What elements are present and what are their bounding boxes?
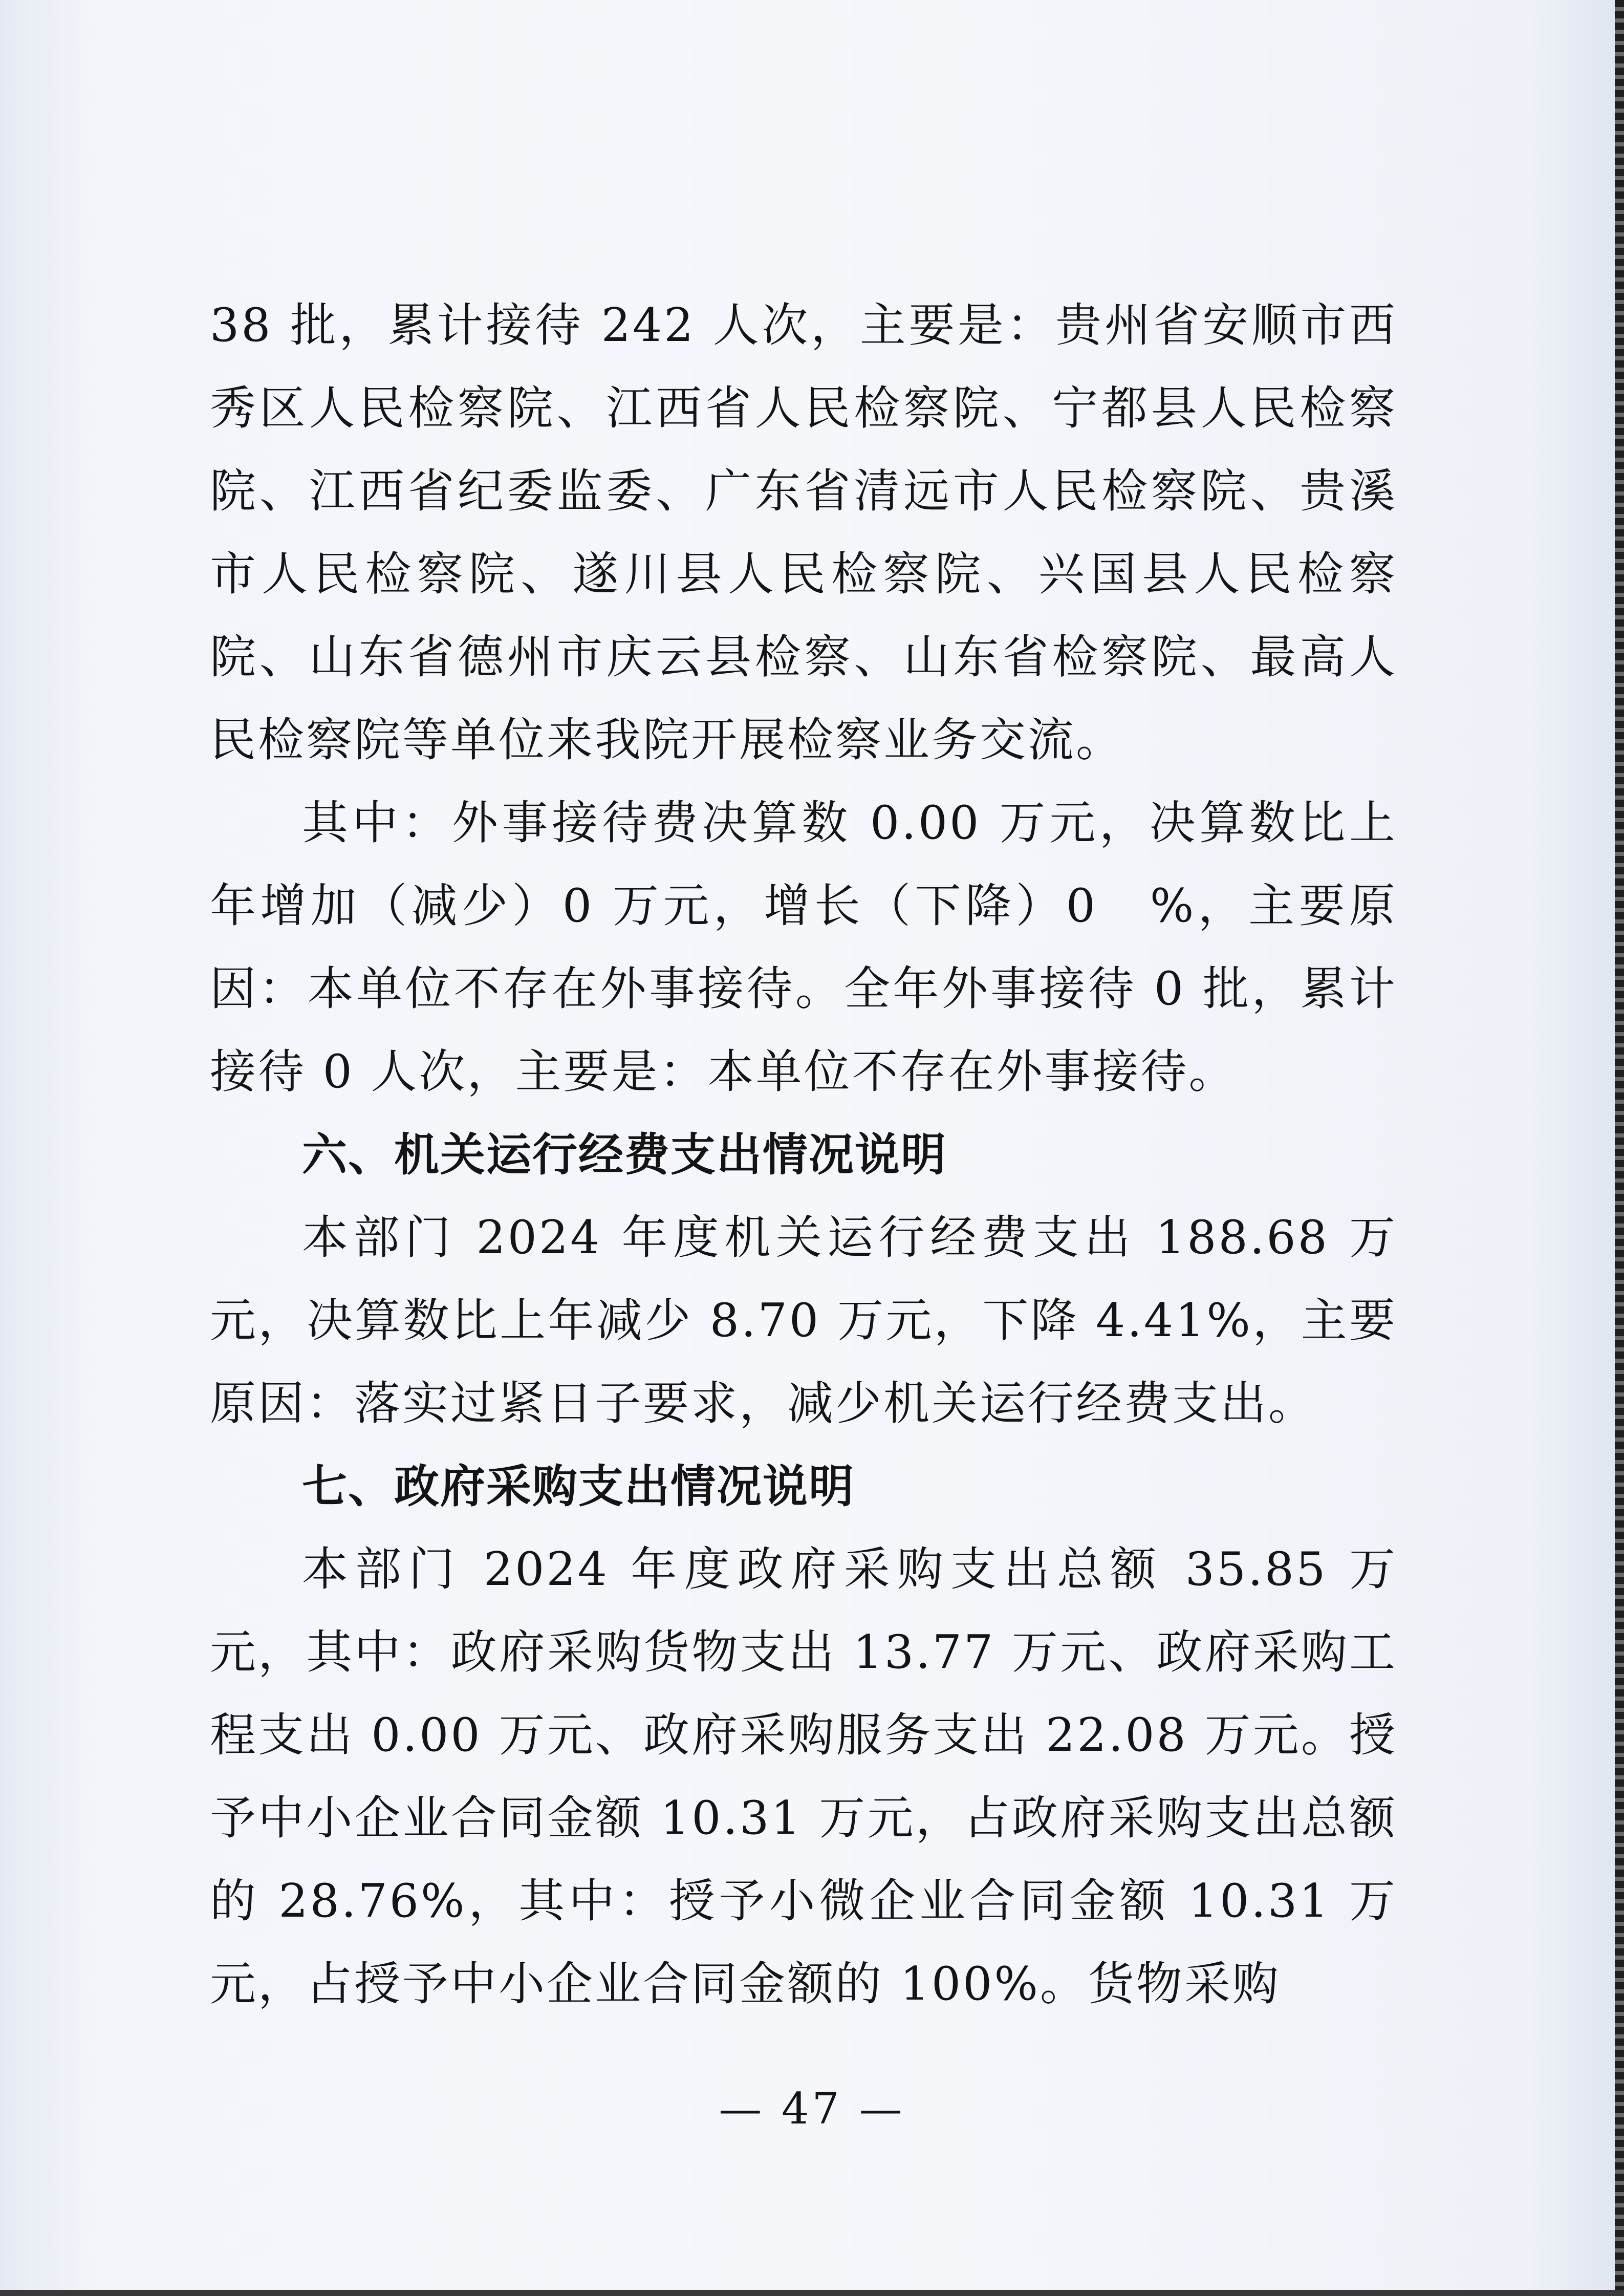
page-number: — 47 — bbox=[719, 2084, 905, 2134]
scan-bottom-edge bbox=[0, 2290, 1624, 2296]
document-body bbox=[210, 284, 1397, 2026]
paragraph-foreign-reception: 其中：外事接待费决算数 0.00 万元，决算数比上年增加（减少）0 万元，增长（下降）0 %，主要原因：本单位不存在外事接待。全年外事接待 0 批，累计接待 0 人次，主要是：本单位不存在外事接待。 bbox=[210, 796, 1397, 1099]
paragraph-government-procurement: 本部门 2024 年度政府采购支出总额 35.85 万元，其中：政府采购货物支出 13.77 万元、政府采购工程支出 0.00 万元、政府采购服务支出 22.08 万元。授予中小企业合同金额 10.31 万元，占政府采购支出总额的 28.76%，其中：授予小微企业合同金额 10.31 万元，占授予中小企业合同金额的 100%。货物采购 bbox=[210, 1542, 1397, 2011]
scan-binding-edge bbox=[1615, 0, 1624, 2296]
section-heading-operating-expenses: 六、机关运行经费支出情况说明 bbox=[302, 1128, 947, 1181]
paragraph-reception-list: 38 批，累计接待 242 人次，主要是：贵州省安顺市西秀区人民检察院、江西省人民检察院、宁都县人民检察院、江西省纪委监委、广东省清远市人民检察院、贵溪市人民检察院、遂川县人民检察院、兴国县人民检察院、山东省德州市庆云县检察、山东省检察院、最高人民检察院等单位来我院开展检察业务交流。 bbox=[210, 298, 1397, 767]
paragraph-operating-expenses: 本部门 2024 年度机关运行经费支出 188.68 万元，决算数比上年减少 8.70 万元，下降 4.41%，主要原因：落实过紧日子要求，减少机关运行经费支出。 bbox=[210, 1211, 1397, 1430]
section-heading-government-procurement: 七、政府采购支出情况说明 bbox=[302, 1460, 855, 1513]
